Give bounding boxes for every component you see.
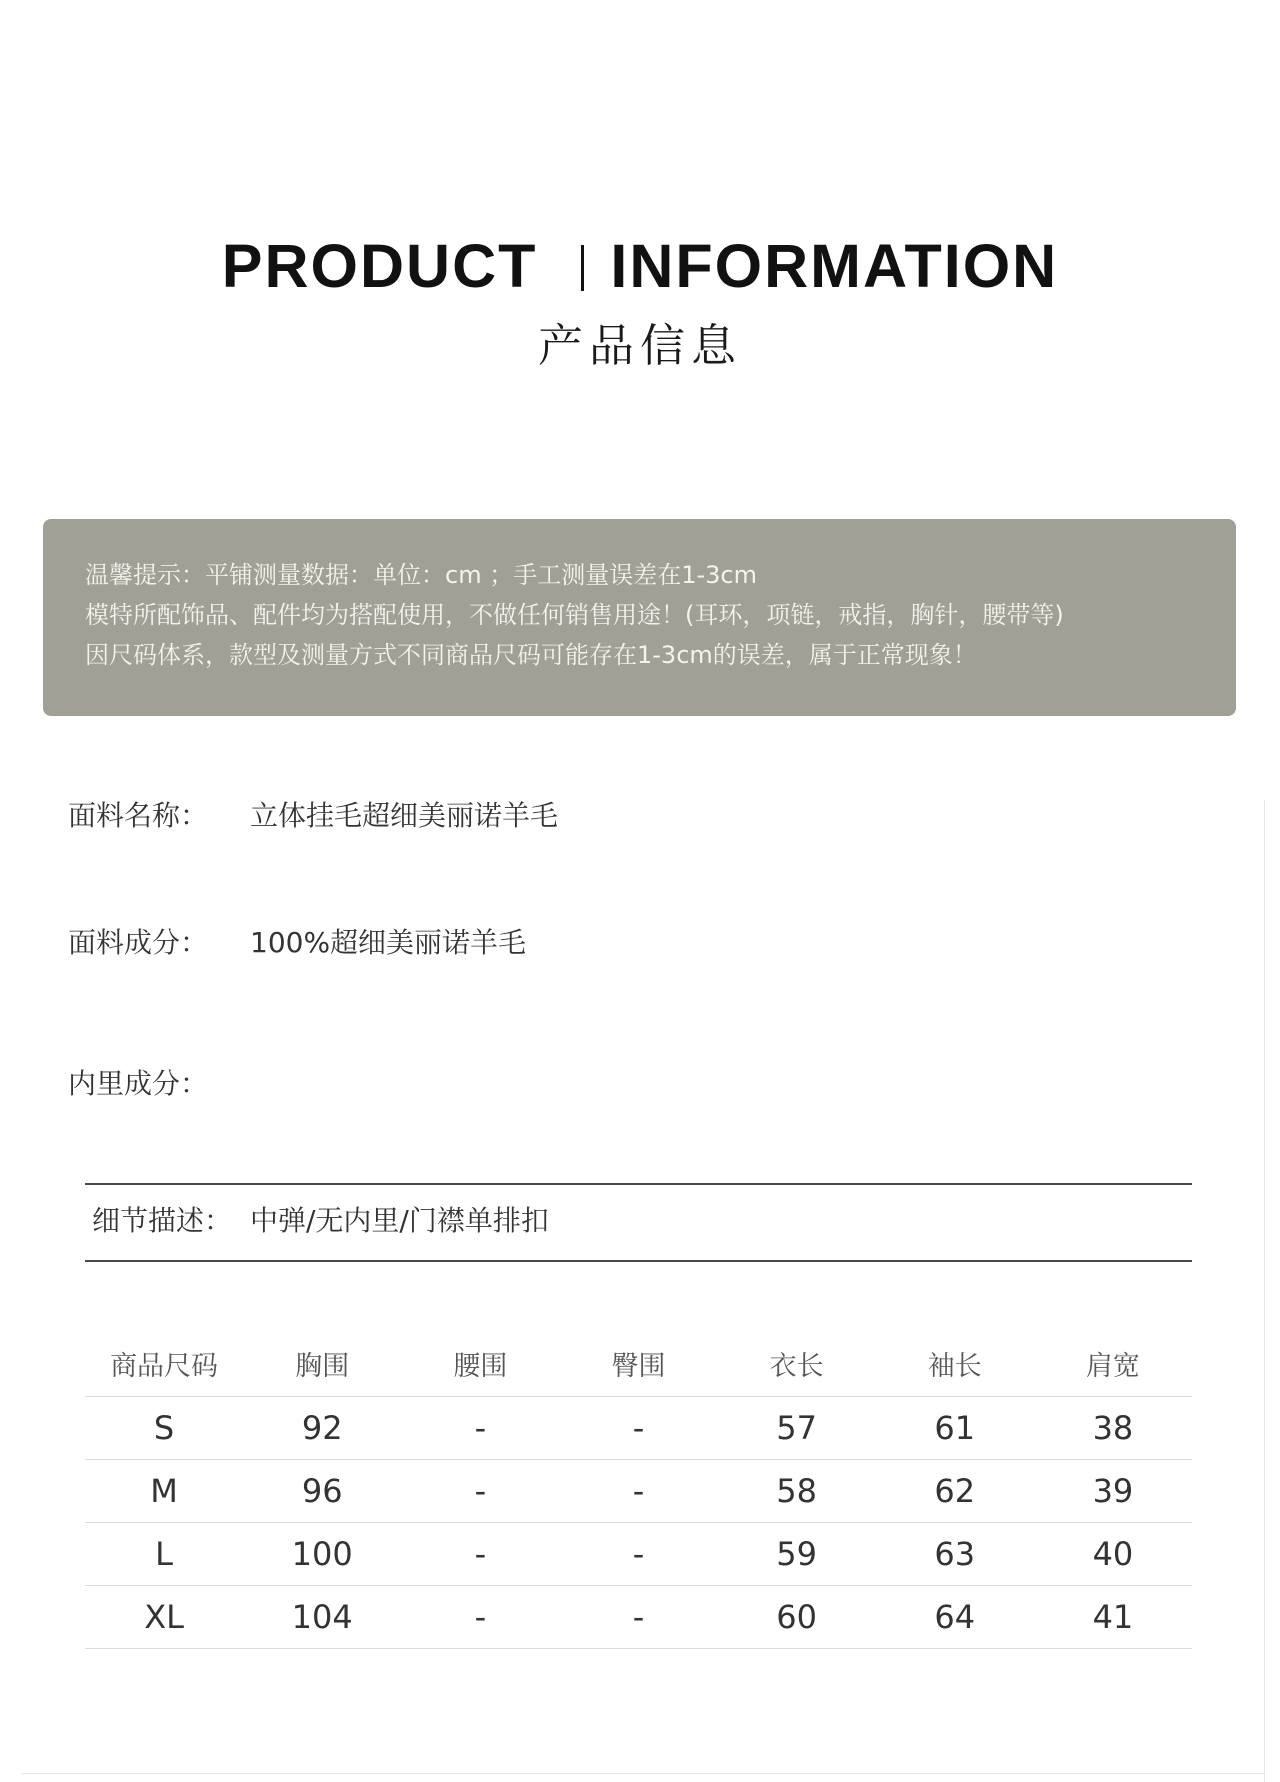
header-hip: 臀围 [611, 1350, 666, 1382]
detail-divider-bottom [85, 1260, 1192, 1262]
header-shoulder: 肩宽 [1085, 1350, 1140, 1382]
notice-line: 模特所配饰品、配件均为搭配使用，不做任何销售用途！(耳环，项链，戒指，胸针，腰带等) [85, 601, 1064, 629]
table-row [85, 1586, 1192, 1649]
frame-line-right [1264, 800, 1265, 1782]
detail-label: 细节描述： [92, 1204, 233, 1237]
table-cell: 96 [243, 1460, 401, 1523]
table-cell: - [401, 1523, 559, 1586]
header-waist: 腰围 [453, 1350, 508, 1382]
table-cell: 63 [876, 1523, 1034, 1586]
header-length: 衣长 [769, 1350, 824, 1382]
table-row [85, 1523, 1192, 1586]
table-cell: - [401, 1460, 559, 1523]
table-cell: 64 [876, 1586, 1034, 1649]
header-chest: 胸围 [295, 1350, 350, 1382]
notice-line: 因尺码体系，款型及测量方式不同商品尺码可能存在1-3cm的误差，属于正常现象！ [85, 641, 977, 669]
page-title-en [0, 228, 1280, 304]
table-cell: 58 [718, 1460, 876, 1523]
table-cell: - [559, 1586, 717, 1649]
table-cell: 41 [1034, 1586, 1192, 1649]
page-title-cn: 产品信息 [537, 319, 742, 372]
table-cell: XL [85, 1586, 243, 1649]
table-cell: 57 [718, 1397, 876, 1460]
frame-line-bottom [22, 1773, 1265, 1774]
table-cell: M [85, 1460, 243, 1523]
size-table [85, 1330, 1192, 1649]
table-cell: - [401, 1586, 559, 1649]
table-cell: - [401, 1397, 559, 1460]
fabric-name-label: 面料名称： [68, 799, 209, 832]
header-size: 商品尺码 [110, 1350, 219, 1382]
notice-box [43, 519, 1236, 716]
detail-value: 中弹/无内里/门襟单排扣 [250, 1204, 549, 1237]
table-cell: 104 [243, 1586, 401, 1649]
table-cell: - [559, 1397, 717, 1460]
size-table-header-row [85, 1330, 1192, 1397]
table-cell: 100 [243, 1523, 401, 1586]
title-separator [581, 245, 584, 291]
table-cell: 61 [876, 1397, 1034, 1460]
fabric-composition-value: 100%超细美丽诺羊毛 [250, 926, 527, 959]
detail-divider-top [85, 1183, 1192, 1185]
notice-line: 温馨提示：平铺测量数据：单位：cm ；手工测量误差在1-3cm [85, 561, 757, 589]
fabric-name-value: 立体挂毛超细美丽诺羊毛 [250, 799, 559, 832]
table-cell: S [85, 1397, 243, 1460]
table-cell: 40 [1034, 1523, 1192, 1586]
title-en-left: PRODUCT [221, 232, 538, 300]
fabric-composition-label: 面料成分： [68, 926, 209, 959]
table-cell: 38 [1034, 1397, 1192, 1460]
header-sleeve: 袖长 [927, 1350, 982, 1382]
table-cell: 92 [243, 1397, 401, 1460]
table-cell: 60 [718, 1586, 876, 1649]
table-row [85, 1460, 1192, 1523]
table-cell: L [85, 1523, 243, 1586]
table-cell: 59 [718, 1523, 876, 1586]
table-cell: - [559, 1523, 717, 1586]
lining-label: 内里成分： [68, 1067, 209, 1100]
table-cell: 62 [876, 1460, 1034, 1523]
title-en-right: INFORMATION [610, 232, 1059, 300]
table-cell: - [559, 1460, 717, 1523]
table-row [85, 1397, 1192, 1460]
table-cell: 39 [1034, 1460, 1192, 1523]
